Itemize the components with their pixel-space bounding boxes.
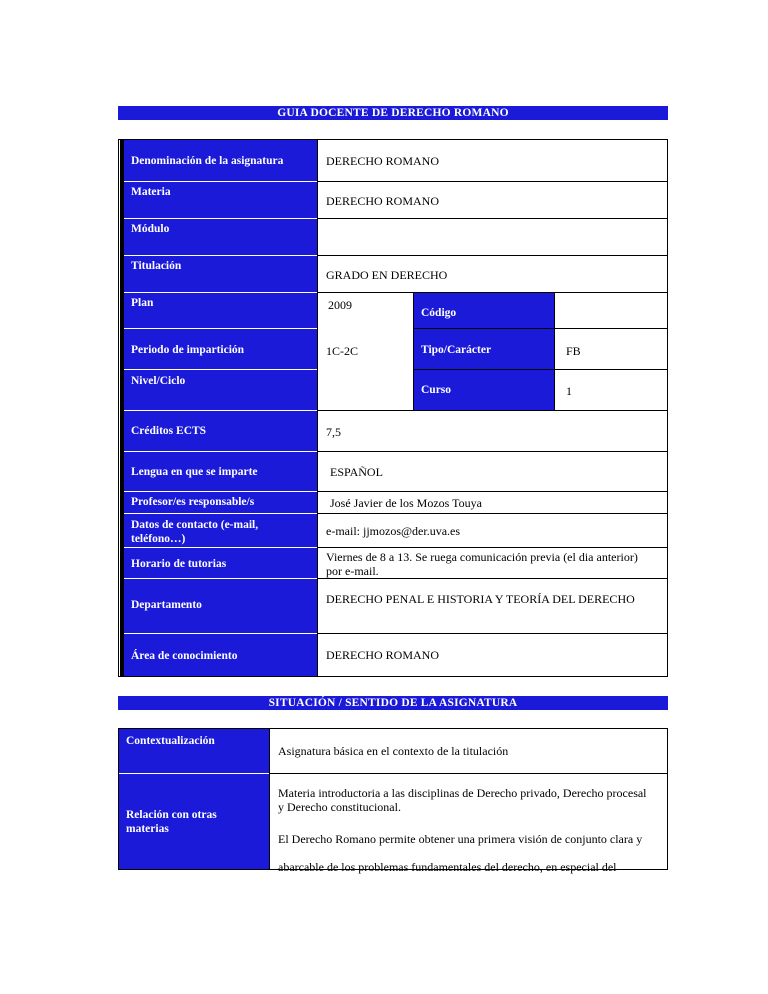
col-divider [317,139,318,677]
value-contextualizacion: Asignatura básica en el contexto de la titulación [278,744,509,758]
row-line [317,578,668,579]
value-relacion-p2: El Derecho Romano permite obtener una primera visión de conjunto clara y abarcable de los problemas fundamentales del derecho, en especial del [278,832,643,874]
table2-col-divider [269,728,270,870]
label-nivel: Nivel/Ciclo [124,370,317,410]
label-denominacion: Denominación de la asignatura [124,140,317,181]
label-profesor: Profesor/es responsable/s [124,492,317,513]
row-line [317,491,668,492]
value-tipo: FB [566,344,581,358]
value-relacion-p1: Materia introductoria a las disciplinas de Derecho privado, Derecho procesal y Derecho constitucional. [278,786,647,814]
row-line [317,451,668,452]
row-line [317,255,668,256]
row-line [317,633,668,634]
label-creditos: Créditos ECTS [124,411,317,451]
label-plan: Plan [124,293,317,328]
label-titulacion: Titulación [124,256,317,292]
value-creditos: 7,5 [326,425,341,439]
label-relacion: Relación con otras materias [119,774,269,869]
label-modulo: Módulo [124,219,317,255]
row-line [317,547,668,548]
value-departamento: DERECHO PENAL E HISTORIA Y TEORÍA DEL DERECHO [326,592,635,606]
col-divider-inner2 [554,293,555,410]
row-line [317,410,668,411]
value-denominacion: DERECHO ROMANO [326,154,440,168]
value-profesor: José Javier de los Mozos Touya [330,496,482,510]
label-materia: Materia [124,182,317,218]
row-line [317,513,668,514]
label-lengua: Lengua en que se imparte [124,452,317,491]
value-materia: DERECHO ROMANO [326,194,440,208]
label-horario: Horario de tutorias [124,548,317,578]
row-line [317,181,668,182]
label-tipo: Tipo/Carácter [414,329,554,369]
value-plan: 2009 [328,298,352,312]
row-line [317,218,668,219]
label-contacto: Datos de contacto (e-mail, teléfono…) [124,514,317,547]
guide-title-banner: GUIA DOCENTE DE DERECHO ROMANO [118,106,668,120]
label-contextualizacion: Contextualización [119,729,269,773]
value-titulacion: GRADO EN DERECHO [326,268,448,282]
label-periodo: Periodo de impartición [124,329,317,369]
value-lengua: ESPAÑOL [330,465,383,479]
label-codigo: Código [414,293,554,328]
label-curso: Curso [414,370,554,410]
situacion-banner: SITUACIÓN / SENTIDO DE LA ASIGNATURA [118,696,668,710]
value-area: DERECHO ROMANO [326,648,440,662]
value-horario: Viernes de 8 a 13. Se ruega comunicación previa (el dia anterior) por e-mail. [326,550,638,578]
table2-row-line [269,773,668,774]
value-contacto: e-mail: jjmozos@der.uva.es [326,524,461,538]
value-periodo: 1C-2C [326,344,359,358]
label-departamento: Departamento [124,579,317,633]
value-curso: 1 [566,384,572,398]
label-area: Área de conocimiento [124,634,317,676]
